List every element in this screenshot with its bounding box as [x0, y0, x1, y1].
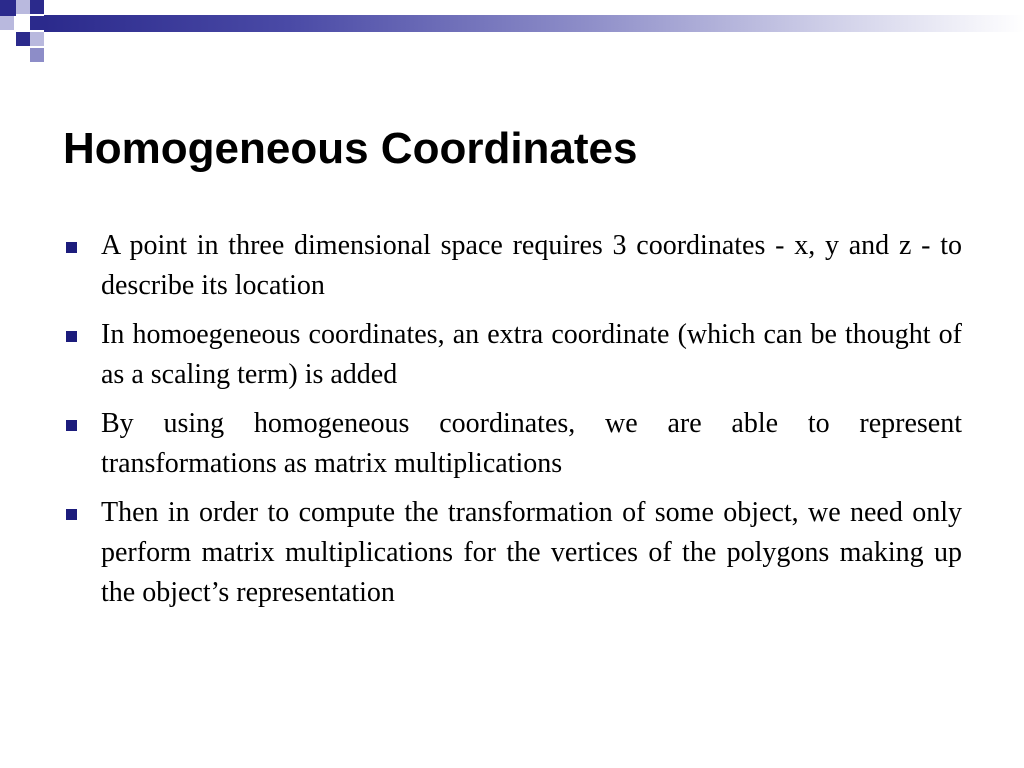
deco-square — [16, 0, 30, 14]
deco-square — [16, 32, 30, 46]
corner-decoration — [0, 0, 80, 64]
square-bullet-icon — [66, 509, 77, 520]
bullet-item — [64, 493, 962, 613]
bullet-text: In homoegeneous coordinates, an extra coordinate (which can be thought of as a scaling term) is added — [101, 319, 962, 390]
deco-square — [30, 32, 44, 46]
deco-square — [30, 0, 44, 14]
deco-square — [30, 48, 44, 62]
deco-square — [0, 16, 14, 30]
square-bullet-icon — [66, 242, 77, 253]
bullet-item — [64, 226, 962, 306]
bullet-item — [64, 315, 962, 395]
header-gradient-bar — [44, 15, 1024, 32]
bullet-text: Then in order to compute the transformation of some object, we need only perform matrix multiplications for the vertices of the polygons making up the object’s representation — [101, 497, 962, 608]
deco-square — [16, 16, 30, 30]
square-bullet-icon — [66, 331, 77, 342]
slide-title: Homogeneous Coordinates — [63, 124, 638, 173]
square-bullet-icon — [66, 420, 77, 431]
bullet-text: A point in three dimensional space requires 3 coordinates - x, y and z - to describe its location — [101, 230, 962, 301]
deco-square — [30, 16, 44, 30]
bullet-list — [64, 226, 962, 622]
bullet-text: By using homogeneous coordinates, we are able to represent transformations as matrix multiplications — [101, 408, 962, 479]
bullet-item — [64, 404, 962, 484]
deco-square — [0, 0, 16, 16]
